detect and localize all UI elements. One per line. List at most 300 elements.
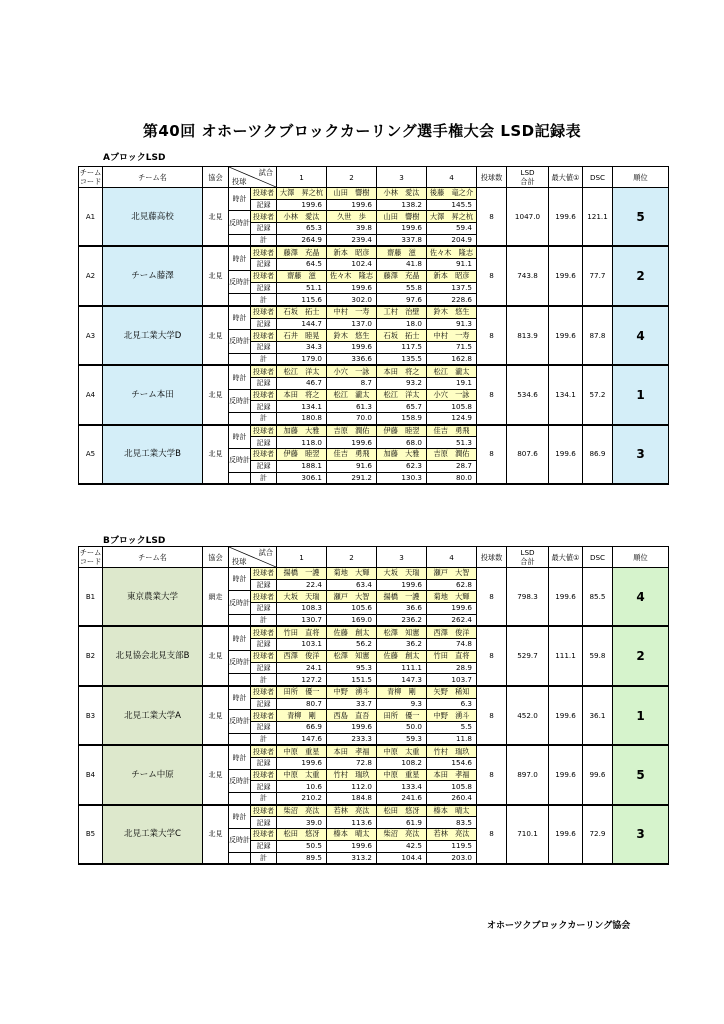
total-value: 124.9 <box>427 413 477 425</box>
dsc-value: 59.8 <box>583 626 613 685</box>
record-label: 記録 <box>251 840 277 852</box>
thrower-name: 松田 悠冴 <box>277 829 327 841</box>
record-value: 199.6 <box>327 282 377 294</box>
record-value: 199.6 <box>377 579 427 591</box>
record-label: 記録 <box>251 603 277 615</box>
thrower-name: 石坂 拓士 <box>377 330 427 342</box>
record-label: 記録 <box>251 758 277 770</box>
record-value: 93.2 <box>377 378 427 390</box>
record-value: 111.1 <box>377 662 427 674</box>
team-code: A1 <box>79 188 103 247</box>
record-value: 105.8 <box>427 401 477 413</box>
record-value: 199.6 <box>327 721 377 733</box>
thrower-name: 瀬戸 大智 <box>427 568 477 580</box>
record-value: 102.4 <box>327 259 377 271</box>
thrower-name: 西澤 俊洋 <box>427 626 477 638</box>
header-team-code <box>79 167 103 188</box>
thrower-name: 松江 瀧太 <box>427 365 477 377</box>
record-value: 91.3 <box>427 318 477 330</box>
total-value: 302.0 <box>327 294 377 306</box>
throw-count: 8 <box>477 365 507 424</box>
rank-value: 1 <box>613 365 669 424</box>
thrower-name: 矢野 稀知 <box>427 686 477 698</box>
record-value: 56.2 <box>327 639 377 651</box>
record-value: 61.3 <box>327 401 377 413</box>
record-value: 199.6 <box>327 199 377 211</box>
dsc-value: 57.2 <box>583 365 613 424</box>
record-label: 記録 <box>251 817 277 829</box>
total-value: 313.2 <box>327 852 377 864</box>
clockwise-label: 時計 <box>229 306 251 330</box>
header-lsd-line1: LSD <box>520 548 535 557</box>
total-value: 70.0 <box>327 413 377 425</box>
thrower-name: 松田 悠冴 <box>377 805 427 817</box>
clockwise-label: 時計 <box>229 805 251 829</box>
record-value: 134.1 <box>277 401 327 413</box>
blank-cell <box>229 294 251 306</box>
throw-count: 8 <box>477 425 507 484</box>
team-name: チーム藤澤 <box>103 246 203 305</box>
thrower-name: 小林 愛汰 <box>277 211 327 223</box>
record-label: 記録 <box>251 698 277 710</box>
rank-value: 4 <box>613 568 669 627</box>
record-value: 199.6 <box>427 603 477 615</box>
team-name: 北見工業大学C <box>103 805 203 864</box>
header-dsc: DSC <box>583 547 613 568</box>
thrower-name: 西澤 俊洋 <box>277 650 327 662</box>
record-value: 46.7 <box>277 378 327 390</box>
thrower-name: 後藤 竜之介 <box>427 188 477 200</box>
record-value: 10.6 <box>277 781 327 793</box>
thrower-name: 加藤 大雅 <box>377 449 427 461</box>
thrower-name: 本田 将之 <box>377 365 427 377</box>
lsd-total: 807.6 <box>507 425 549 484</box>
team-code: B4 <box>79 745 103 804</box>
record-value: 18.0 <box>377 318 427 330</box>
counter-label: 反時計 <box>229 211 251 234</box>
record-value: 41.8 <box>377 259 427 271</box>
table-row <box>79 626 669 638</box>
total-value: 306.1 <box>277 472 327 484</box>
header-game-2: 2 <box>327 167 377 188</box>
record-value: 137.0 <box>327 318 377 330</box>
thrower-label: 投球者 <box>251 330 277 342</box>
thrower-name: 中村 一寿 <box>427 330 477 342</box>
team-name: 北見藤高校 <box>103 188 203 247</box>
clockwise-label: 時計 <box>229 568 251 591</box>
table-row <box>79 686 669 698</box>
clockwise-label: 時計 <box>229 246 251 270</box>
thrower-name: 小穴 一詠 <box>427 389 477 401</box>
thrower-name: 中野 湧斗 <box>327 686 377 698</box>
record-value: 34.3 <box>277 341 327 353</box>
team-name: チーム中原 <box>103 745 203 804</box>
record-value: 108.3 <box>277 603 327 615</box>
thrower-name: 瀬戸 大智 <box>327 591 377 603</box>
thrower-name: 青柳 剛 <box>377 686 427 698</box>
rank-value: 3 <box>613 425 669 484</box>
thrower-name: 佳吉 勇飛 <box>327 449 377 461</box>
header-max: 最大値① <box>549 167 583 188</box>
lsd-total: 743.8 <box>507 246 549 305</box>
total-value: 264.9 <box>277 234 327 246</box>
thrower-name: 吉原 潤佑 <box>327 425 377 437</box>
thrower-name: 鈴木 悠生 <box>327 330 377 342</box>
team-code: A4 <box>79 365 103 424</box>
record-value: 117.5 <box>377 341 427 353</box>
total-value: 236.2 <box>377 614 427 626</box>
header-game-4: 4 <box>427 547 477 568</box>
record-value: 64.5 <box>277 259 327 271</box>
counter-label: 反時計 <box>229 270 251 293</box>
total-value: 130.3 <box>377 472 427 484</box>
thrower-name: 新本 昭彦 <box>427 270 477 282</box>
header-team-code-line1: チーム <box>79 548 102 557</box>
total-value: 127.2 <box>277 674 327 686</box>
header-team-code-line2: コード <box>79 557 102 566</box>
counter-label: 反時計 <box>229 710 251 733</box>
total-value: 179.0 <box>277 353 327 365</box>
team-assoc: 北見 <box>203 745 229 804</box>
table-row <box>79 745 669 757</box>
record-value: 28.7 <box>427 460 477 472</box>
counter-label: 反時計 <box>229 769 251 792</box>
total-label: 計 <box>251 733 277 745</box>
table-row <box>79 568 669 580</box>
thrower-name: 竹田 直将 <box>427 650 477 662</box>
blank-cell <box>229 234 251 246</box>
header-game-3: 3 <box>377 167 427 188</box>
thrower-name: 山田 響樹 <box>327 188 377 200</box>
blank-cell <box>229 852 251 864</box>
thrower-name: 田所 優一 <box>277 686 327 698</box>
max-value: 199.6 <box>549 805 583 864</box>
thrower-name: 齋藤 滋 <box>377 246 427 258</box>
record-value: 9.3 <box>377 698 427 710</box>
lsd-total: 1047.0 <box>507 188 549 247</box>
total-value: 169.0 <box>327 614 377 626</box>
thrower-label: 投球者 <box>251 769 277 781</box>
block-b-label: BブロックLSD <box>103 536 166 546</box>
max-value: 199.6 <box>549 425 583 484</box>
throw-count: 8 <box>477 686 507 745</box>
record-value: 199.6 <box>327 840 377 852</box>
thrower-name: 若林 亮汰 <box>427 829 477 841</box>
record-value: 51.3 <box>427 437 477 449</box>
lsd-total: 798.3 <box>507 568 549 627</box>
thrower-label: 投球者 <box>251 425 277 437</box>
record-label: 記録 <box>251 341 277 353</box>
team-assoc: 北見 <box>203 425 229 484</box>
dsc-value: 36.1 <box>583 686 613 745</box>
thrower-name: 佐藤 創太 <box>327 626 377 638</box>
thrower-label: 投球者 <box>251 591 277 603</box>
thrower-name: 山田 響樹 <box>377 211 427 223</box>
thrower-name: 佳吉 勇飛 <box>427 425 477 437</box>
team-assoc: 北見 <box>203 246 229 305</box>
rank-value: 1 <box>613 686 669 745</box>
thrower-name: 松澤 知憲 <box>327 650 377 662</box>
thrower-name: 本田 孝福 <box>327 745 377 757</box>
record-value: 42.5 <box>377 840 427 852</box>
thrower-name: 榛本 晴太 <box>327 829 377 841</box>
record-value: 5.5 <box>427 721 477 733</box>
header-team-code-line2: コード <box>79 177 102 186</box>
blank-cell <box>229 793 251 805</box>
total-value: 210.2 <box>277 793 327 805</box>
total-value: 262.4 <box>427 614 477 626</box>
record-value: 119.5 <box>427 840 477 852</box>
record-value: 199.6 <box>327 437 377 449</box>
team-code: B5 <box>79 805 103 864</box>
total-value: 11.8 <box>427 733 477 745</box>
total-value: 59.3 <box>377 733 427 745</box>
total-label: 計 <box>251 353 277 365</box>
record-value: 63.4 <box>327 579 377 591</box>
lsd-total: 897.0 <box>507 745 549 804</box>
header-lsd-total <box>507 547 549 568</box>
total-label: 計 <box>251 674 277 686</box>
header-match: 試合 <box>258 168 273 177</box>
total-value: 130.7 <box>277 614 327 626</box>
thrower-label: 投球者 <box>251 246 277 258</box>
thrower-label: 投球者 <box>251 389 277 401</box>
table-row <box>79 188 669 200</box>
table-row <box>79 306 669 318</box>
counter-label: 反時計 <box>229 449 251 472</box>
header-rank: 順位 <box>613 547 669 568</box>
record-value: 154.6 <box>427 758 477 770</box>
rank-value: 5 <box>613 745 669 804</box>
team-name: 北見工業大学B <box>103 425 203 484</box>
thrower-label: 投球者 <box>251 686 277 698</box>
blank-cell <box>229 413 251 425</box>
record-label: 記録 <box>251 199 277 211</box>
total-value: 89.5 <box>277 852 327 864</box>
team-assoc: 北見 <box>203 626 229 685</box>
record-value: 51.1 <box>277 282 327 294</box>
record-value: 39.8 <box>327 223 377 235</box>
total-value: 337.8 <box>377 234 427 246</box>
thrower-name: 伊藤 睦翌 <box>277 449 327 461</box>
total-value: 104.4 <box>377 852 427 864</box>
record-value: 74.8 <box>427 639 477 651</box>
team-name: 北見工業大学A <box>103 686 203 745</box>
thrower-name: 工村 治壁 <box>377 306 427 318</box>
team-assoc: 北見 <box>203 365 229 424</box>
total-label: 計 <box>251 234 277 246</box>
table-row <box>79 805 669 817</box>
table-row <box>79 246 669 258</box>
thrower-name: 小穴 一詠 <box>327 365 377 377</box>
thrower-name: 菊地 大輝 <box>327 568 377 580</box>
record-value: 50.0 <box>377 721 427 733</box>
record-value: 28.9 <box>427 662 477 674</box>
header-thrower: 投球 <box>232 177 247 186</box>
thrower-name: 吉原 潤佑 <box>427 449 477 461</box>
record-value: 19.1 <box>427 378 477 390</box>
total-value: 151.5 <box>327 674 377 686</box>
total-value: 233.3 <box>327 733 377 745</box>
header-game-2: 2 <box>327 547 377 568</box>
thrower-name: 大坂 天瑞 <box>377 568 427 580</box>
total-label: 計 <box>251 793 277 805</box>
thrower-label: 投球者 <box>251 188 277 200</box>
thrower-label: 投球者 <box>251 306 277 318</box>
counter-label: 反時計 <box>229 650 251 673</box>
thrower-name: 中原 太重 <box>377 745 427 757</box>
header-game-1: 1 <box>277 547 327 568</box>
thrower-name: 石井 睦晃 <box>277 330 327 342</box>
lsd-total: 710.1 <box>507 805 549 864</box>
team-code: B1 <box>79 568 103 627</box>
rank-value: 2 <box>613 246 669 305</box>
header-lsd-line1: LSD <box>520 168 535 177</box>
total-value: 336.6 <box>327 353 377 365</box>
record-value: 199.6 <box>277 199 327 211</box>
record-value: 91.6 <box>327 460 377 472</box>
total-value: 162.8 <box>427 353 477 365</box>
record-value: 24.1 <box>277 662 327 674</box>
total-label: 計 <box>251 294 277 306</box>
thrower-name: 中野 湧斗 <box>427 710 477 722</box>
total-value: 135.5 <box>377 353 427 365</box>
thrower-name: 西島 直吾 <box>327 710 377 722</box>
thrower-name: 中原 重星 <box>277 745 327 757</box>
thrower-name: 榛本 晴太 <box>427 805 477 817</box>
page-title: 第40回 オホーツクブロックカーリング選手権大会 LSD記録表 <box>142 122 582 140</box>
record-value: 83.5 <box>427 817 477 829</box>
team-name: 北見工業大学D <box>103 306 203 365</box>
clockwise-label: 時計 <box>229 188 251 211</box>
record-value: 105.8 <box>427 781 477 793</box>
record-value: 145.5 <box>427 199 477 211</box>
team-assoc: 北見 <box>203 306 229 365</box>
record-value: 6.3 <box>427 698 477 710</box>
throw-count: 8 <box>477 626 507 685</box>
record-value: 66.9 <box>277 721 327 733</box>
record-value: 138.2 <box>377 199 427 211</box>
record-value: 144.7 <box>277 318 327 330</box>
thrower-name: 藤澤 充晶 <box>377 270 427 282</box>
max-value: 199.6 <box>549 188 583 247</box>
record-label: 記録 <box>251 460 277 472</box>
total-value: 203.0 <box>427 852 477 864</box>
record-label: 記録 <box>251 579 277 591</box>
thrower-name: 佐々木 隆志 <box>327 270 377 282</box>
record-value: 91.1 <box>427 259 477 271</box>
thrower-name: 鈴木 悠生 <box>427 306 477 318</box>
team-code: B3 <box>79 686 103 745</box>
record-value: 199.6 <box>377 223 427 235</box>
lsd-total: 529.7 <box>507 626 549 685</box>
total-value: 239.4 <box>327 234 377 246</box>
record-value: 36.2 <box>377 639 427 651</box>
record-label: 記録 <box>251 639 277 651</box>
rank-value: 2 <box>613 626 669 685</box>
thrower-label: 投球者 <box>251 829 277 841</box>
record-value: 62.8 <box>427 579 477 591</box>
record-label: 記録 <box>251 318 277 330</box>
thrower-label: 投球者 <box>251 710 277 722</box>
clockwise-label: 時計 <box>229 626 251 650</box>
thrower-name: 大澤 昇之杭 <box>427 211 477 223</box>
record-value: 61.9 <box>377 817 427 829</box>
thrower-name: 松江 瀧太 <box>327 389 377 401</box>
thrower-label: 投球者 <box>251 745 277 757</box>
team-code: A5 <box>79 425 103 484</box>
total-value: 147.3 <box>377 674 427 686</box>
team-code: A2 <box>79 246 103 305</box>
record-label: 記録 <box>251 401 277 413</box>
total-value: 228.6 <box>427 294 477 306</box>
counter-label: 反時計 <box>229 591 251 614</box>
record-value: 108.2 <box>377 758 427 770</box>
clockwise-label: 時計 <box>229 745 251 769</box>
team-assoc: 北見 <box>203 188 229 247</box>
header-team-name: チーム名 <box>103 547 203 568</box>
record-value: 112.0 <box>327 781 377 793</box>
blank-cell <box>229 353 251 365</box>
max-value: 199.6 <box>549 306 583 365</box>
team-assoc: 網走 <box>203 568 229 627</box>
header-dsc: DSC <box>583 167 613 188</box>
thrower-name: 中村 一寿 <box>327 306 377 318</box>
record-label: 記録 <box>251 282 277 294</box>
thrower-name: 佐々木 隆志 <box>427 246 477 258</box>
header-throw-count: 投球数 <box>477 547 507 568</box>
header-assoc: 協会 <box>203 167 229 188</box>
team-name: 北見協会北見支部B <box>103 626 203 685</box>
thrower-name: 新本 昭彦 <box>327 246 377 258</box>
record-value: 137.5 <box>427 282 477 294</box>
header-team-name: チーム名 <box>103 167 203 188</box>
record-value: 105.6 <box>327 603 377 615</box>
thrower-name: 菊地 大輝 <box>427 591 477 603</box>
rank-value: 4 <box>613 306 669 365</box>
thrower-label: 投球者 <box>251 805 277 817</box>
throw-count: 8 <box>477 306 507 365</box>
dsc-value: 72.9 <box>583 805 613 864</box>
total-value: 184.8 <box>327 793 377 805</box>
rank-value: 5 <box>613 188 669 247</box>
thrower-name: 松江 洋太 <box>277 365 327 377</box>
throw-count: 8 <box>477 188 507 247</box>
header-team-code <box>79 547 103 568</box>
dsc-value: 85.5 <box>583 568 613 627</box>
total-value: 103.7 <box>427 674 477 686</box>
total-label: 計 <box>251 852 277 864</box>
team-code: A3 <box>79 306 103 365</box>
blank-cell <box>229 674 251 686</box>
throw-count: 8 <box>477 745 507 804</box>
thrower-name: 柴沼 亮汰 <box>277 805 327 817</box>
record-value: 39.0 <box>277 817 327 829</box>
record-value: 22.4 <box>277 579 327 591</box>
record-value: 8.7 <box>327 378 377 390</box>
total-value: 147.6 <box>277 733 327 745</box>
throw-count: 8 <box>477 568 507 627</box>
record-value: 113.6 <box>327 817 377 829</box>
record-value: 72.8 <box>327 758 377 770</box>
thrower-label: 投球者 <box>251 650 277 662</box>
record-value: 80.7 <box>277 698 327 710</box>
footer-org: オホーツクブロックカーリング協会 <box>487 921 631 931</box>
dsc-value: 77.7 <box>583 246 613 305</box>
counter-label: 反時計 <box>229 330 251 353</box>
block-b-table <box>78 546 669 865</box>
thrower-name: 竹田 直将 <box>277 626 327 638</box>
